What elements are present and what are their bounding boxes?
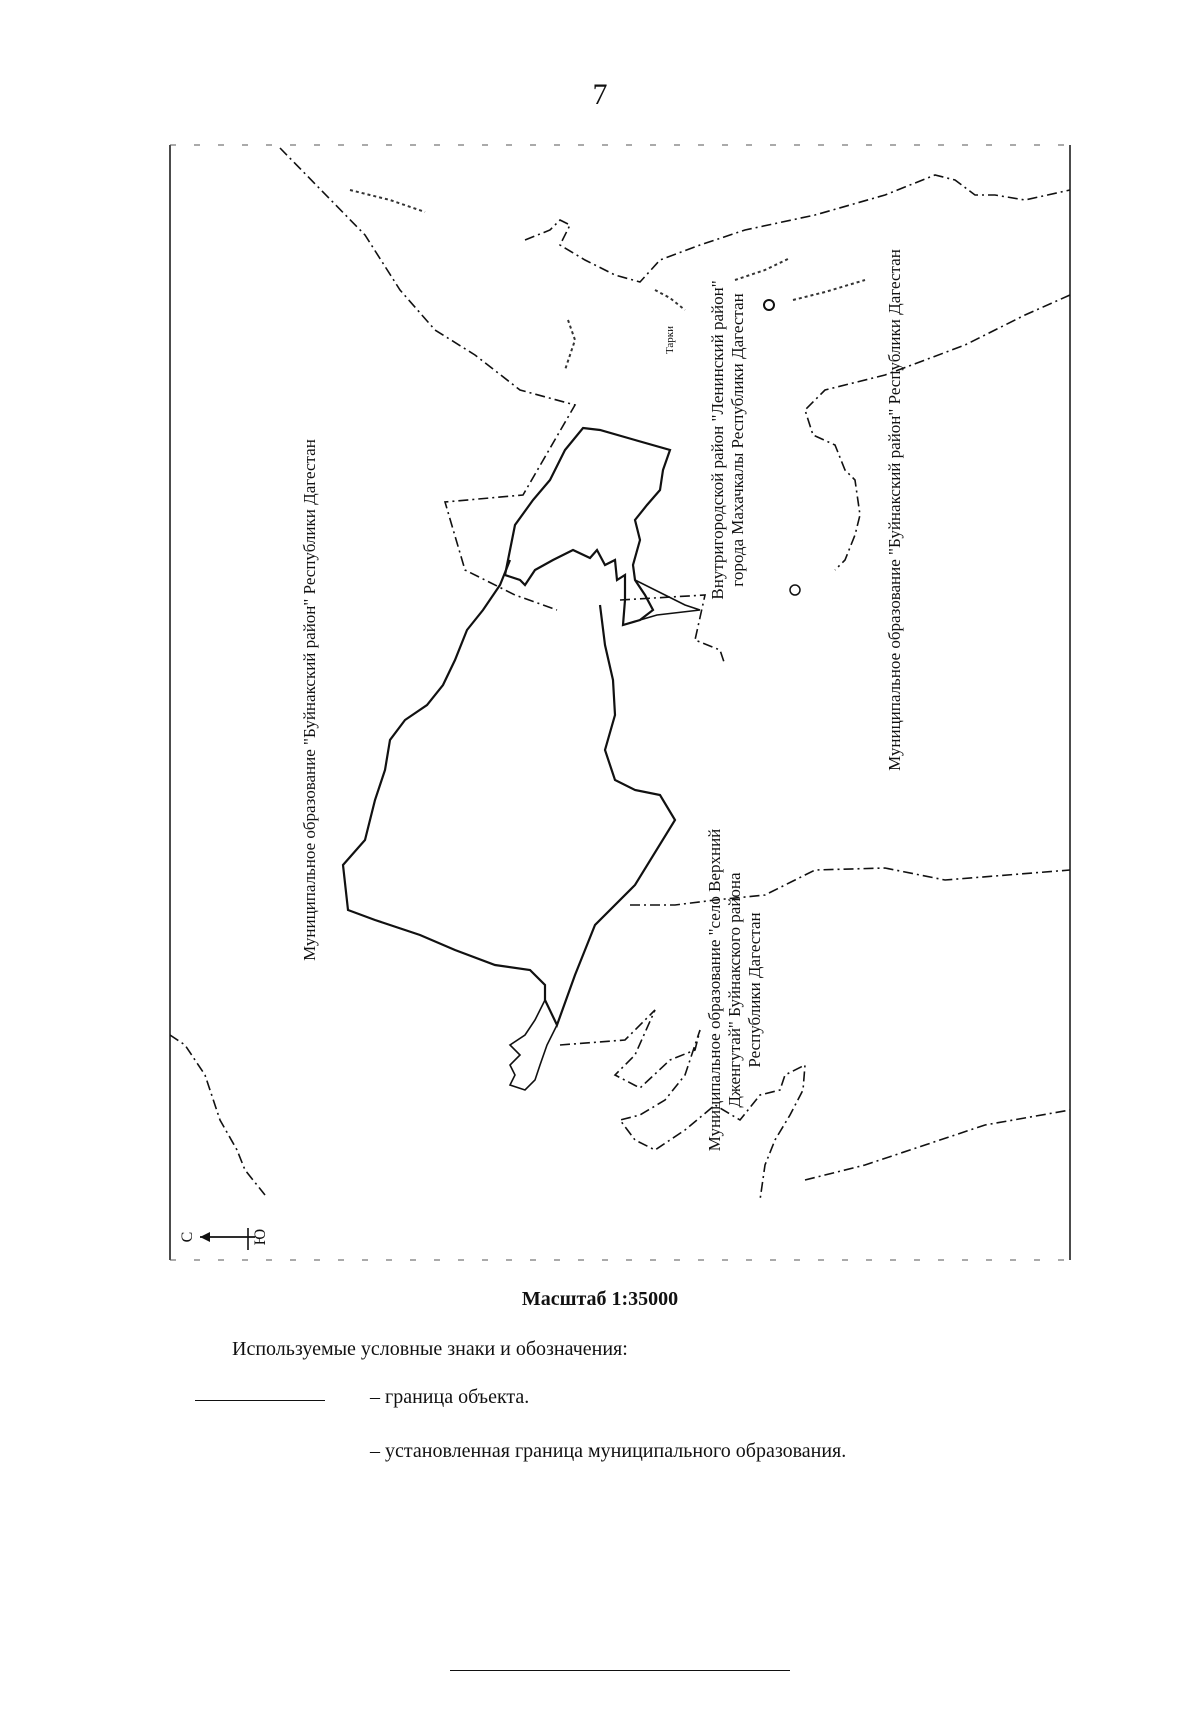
map	[165, 140, 1075, 1265]
settlement-point-1	[764, 300, 774, 310]
label-tarki: Тарки	[664, 325, 676, 355]
settlement-mark-5	[350, 190, 425, 212]
label-leninsky-line2: города Махачкалы Республики Дагестан	[728, 293, 747, 587]
legend-title: Используемые условные знаки и обозначения:	[232, 1338, 628, 1360]
label-dzhengutay-line2: Дженгутай" Буйнакского района	[725, 872, 744, 1108]
legend-item-text: – установленная граница муниципального образования.	[370, 1440, 847, 1462]
label-dzhengutay-line1: Муниципальное образование "село Верхний	[705, 828, 724, 1152]
label-buynaksk-left: Муниципальное образование "Буйнакский район" Республики Дагестан	[300, 439, 319, 961]
solid-line-icon	[195, 1400, 325, 1401]
boundary-north	[525, 175, 1070, 282]
settlement-mark-3	[735, 258, 790, 280]
compass-south-label: Ю	[252, 1228, 269, 1246]
boundary-dzhengutay	[560, 1010, 805, 1200]
boundary-southeast	[805, 1110, 1070, 1180]
map-scale: Масштаб 1:35000	[521, 1288, 679, 1310]
legend-item-text: – граница объекта.	[370, 1386, 530, 1408]
object-boundary	[505, 428, 670, 625]
settlement-mark-4	[793, 280, 865, 300]
boundary-southwest	[170, 1035, 265, 1195]
object-boundary-south-tip	[510, 1000, 557, 1090]
label-buynaksk-right: Муниципальное образование "Буйнакский район" Республики Дагестан	[885, 249, 904, 771]
legend-item-municipal-boundary	[195, 1440, 995, 1470]
label-dzhengutay-line3: Республики Дагестан	[745, 912, 764, 1068]
settlement-mark-1	[565, 320, 575, 370]
label-leninsky-line1: Внутригородской район "Ленинский район"	[708, 280, 727, 600]
settlement-point-2	[790, 585, 800, 595]
settlement-mark-2	[655, 290, 685, 310]
object-spur	[635, 580, 700, 620]
page-number: 7	[592, 78, 608, 111]
boundary-leninsky-east	[805, 295, 1070, 570]
boundary-inner-leninsky	[620, 595, 725, 665]
object-boundary-main	[343, 560, 675, 1025]
legend-item-object-boundary	[195, 1386, 995, 1416]
settlement-marks	[350, 190, 865, 370]
compass-icon	[179, 1228, 269, 1250]
compass-north-label: С	[179, 1231, 196, 1243]
boundary-north-west	[280, 148, 575, 610]
map-canvas	[165, 140, 1075, 1265]
footer-divider	[450, 1670, 790, 1671]
boundary-south	[630, 868, 1070, 905]
